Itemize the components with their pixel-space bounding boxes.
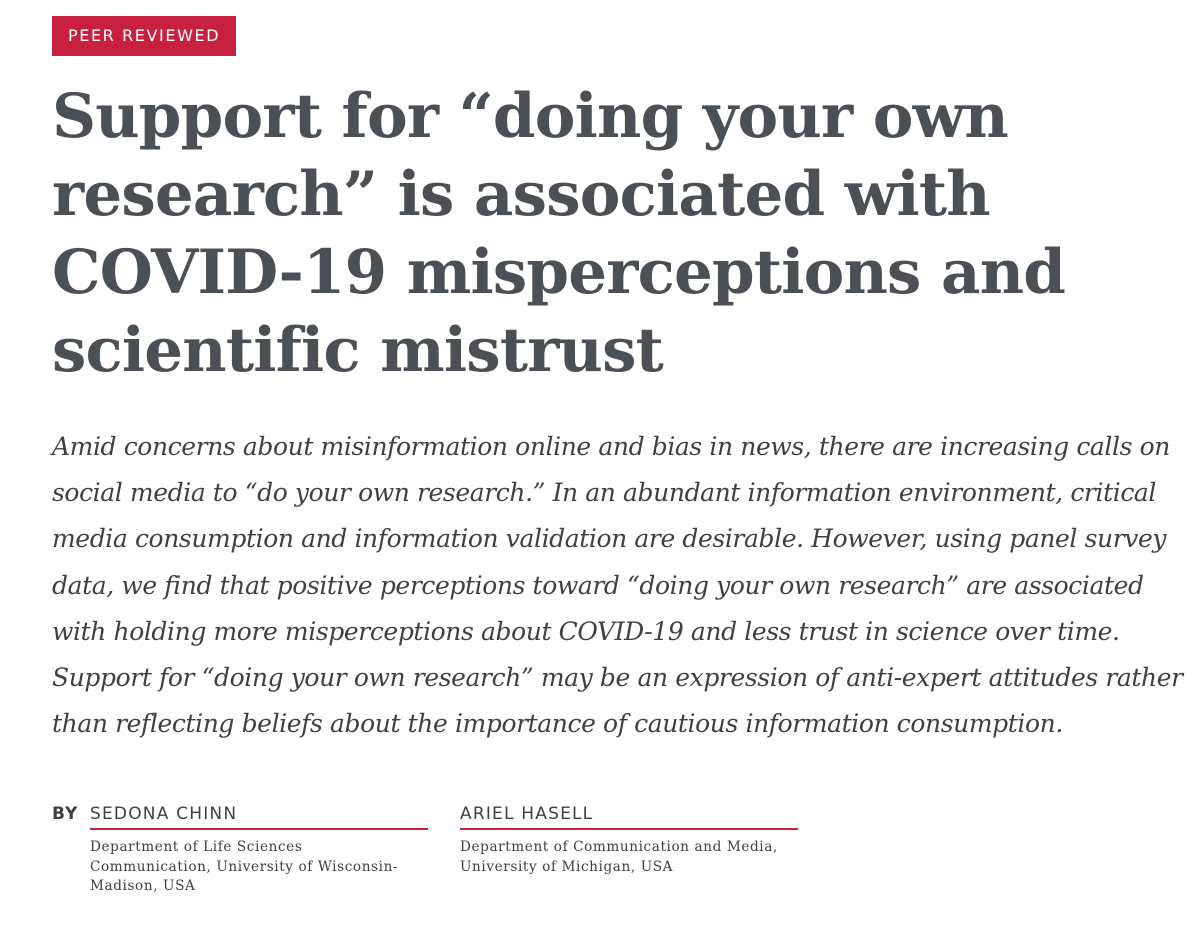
author-affiliation: Department of Life Sciences Communication, University of Wisconsin-Madison, USA [90, 839, 399, 894]
byline-label: BY [52, 804, 79, 824]
author-block [90, 804, 428, 897]
article-abstract: Amid concerns about misinformation online and bias in news, there are increasing calls on social media to “do your own research.” In an abundant information environment, critical media consumption and information validation are desirable. However, using panel survey data, we find that positive perceptions toward “doing your own research” are associated with holding more misperceptions about COVID-19 and less trust in science over time. Support for “doing your own research” may be an expression of anti-expert attitudes rather than reflecting beliefs about the importance of cautious information consumption. [52, 432, 1183, 739]
peer-reviewed-badge: PEER REVIEWED [52, 16, 236, 56]
author-name[interactable]: ARIEL HASELL [460, 804, 798, 830]
article-title: Support for “doing your own research” is associated with COVID-19 misperceptions and scientific mistrust [52, 81, 1066, 386]
author-name[interactable]: SEDONA CHINN [90, 804, 428, 830]
author-block [460, 804, 798, 877]
author-affiliation: Department of Communication and Media, University of Michigan, USA [460, 839, 778, 875]
